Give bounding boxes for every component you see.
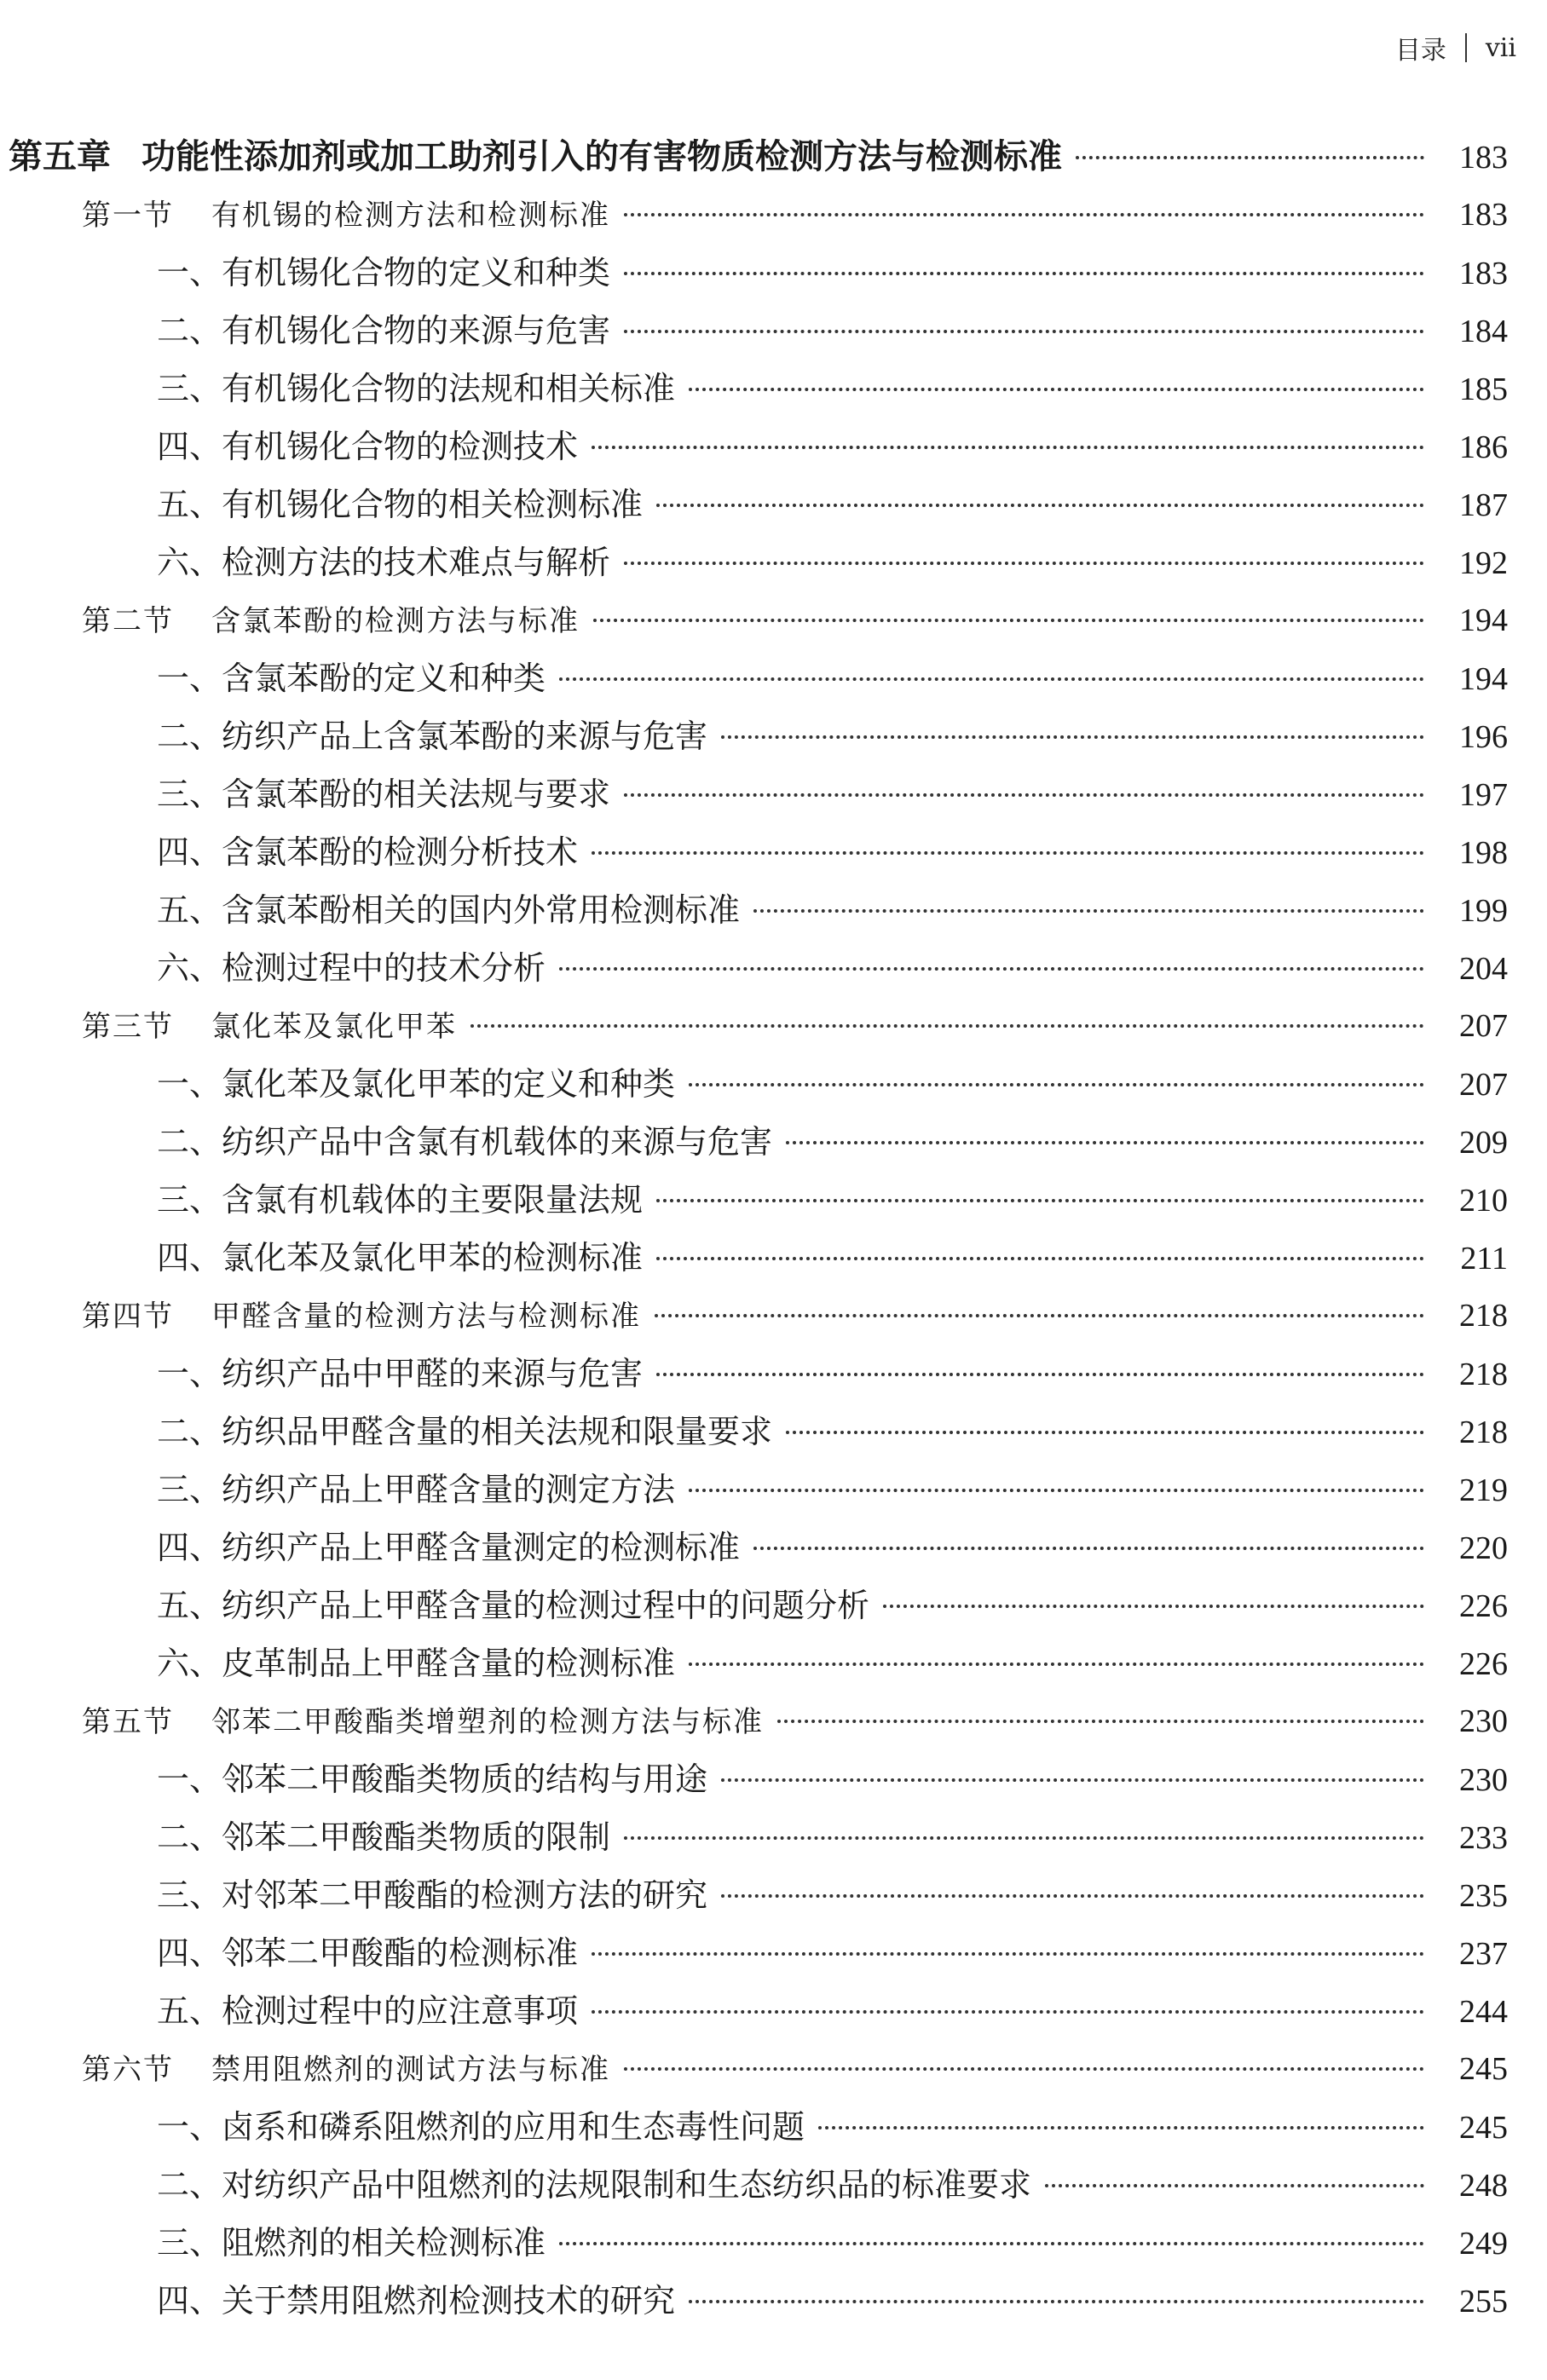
- toc-item-row[interactable]: [0, 2214, 1547, 2272]
- dot-leader: [689, 1663, 1424, 1666]
- toc-entry-title: 四、氯化苯及氯化甲苯的检测标准: [157, 1239, 644, 1276]
- toc-page-number: 194: [1459, 602, 1508, 638]
- toc-page-number: 235: [1459, 1878, 1508, 1914]
- toc-item-row[interactable]: [0, 1866, 1547, 1924]
- toc-entry-title: 氯化苯及氯化甲苯: [211, 1010, 457, 1044]
- dot-leader: [753, 1547, 1424, 1550]
- toc-entry-label: [157, 2098, 805, 2156]
- toc-section-row[interactable]: [0, 2040, 1547, 2098]
- toc-item-row[interactable]: [0, 649, 1547, 707]
- toc-entry-title: 含氯苯酚的检测方法与标准: [211, 604, 580, 638]
- toc-entry-title: 邻苯二甲酸酯类增塑剂的检测方法与标准: [211, 1705, 764, 1739]
- toc-entry-label: [157, 1518, 740, 1576]
- toc-entry-label: [157, 1171, 643, 1229]
- toc-entry-label: [157, 244, 610, 302]
- toc-item-row[interactable]: [0, 2156, 1547, 2214]
- toc-entry-title: 一、氯化苯及氯化甲苯的定义和种类: [157, 1065, 676, 1103]
- toc-page-number: 204: [1459, 951, 1508, 987]
- toc-page-number: 184: [1459, 314, 1508, 349]
- toc-entry-title: 三、对邻苯二甲酸酯的检测方法的研究: [157, 1876, 708, 1914]
- toc-entry-label: [157, 1982, 578, 2040]
- toc-item-row[interactable]: [0, 823, 1547, 881]
- toc-entry-title: 禁用阻燃剂的测试方法与标准: [211, 2053, 610, 2087]
- toc-entry-number: 第五节: [82, 1705, 174, 1739]
- toc-entry-title: 一、卤系和磷系阻燃剂的应用和生态毒性问题: [157, 2108, 805, 2146]
- toc-entry-title: 一、纺织产品中甲醛的来源与危害: [157, 1355, 644, 1392]
- toc-entry-title: 四、邻苯二甲酸酯的检测标准: [157, 1934, 579, 1972]
- toc-page-number: 218: [1459, 1357, 1508, 1392]
- dot-leader: [721, 1894, 1424, 1898]
- dot-leader: [689, 1489, 1424, 1492]
- toc-entry-label: [157, 2272, 675, 2330]
- toc-page-number: 230: [1459, 1703, 1508, 1739]
- toc-entry-title: 二、对纺织产品中阻燃剂的法规限制和生态纺织品的标准要求: [157, 2166, 1032, 2204]
- toc-item-row[interactable]: [0, 1634, 1547, 1692]
- toc-entry-title: 功能性添加剂或加工助剂引入的有害物质检测方法与检测标准: [141, 136, 1062, 176]
- toc-page-number: 196: [1459, 719, 1508, 755]
- toc-entry-label: [157, 1113, 772, 1171]
- toc-entry-label: [82, 187, 610, 245]
- toc-item-row[interactable]: [0, 1113, 1547, 1171]
- toc-entry-title: 二、纺织产品中含氯有机载体的来源与危害: [157, 1123, 773, 1161]
- toc-entry-title: 五、纺织产品上甲醛含量的检测过程中的问题分析: [157, 1587, 870, 1624]
- dot-leader: [883, 1605, 1424, 1608]
- toc-entry-title: 六、检测方法的技术难点与解析: [157, 544, 611, 581]
- dot-leader: [786, 1141, 1424, 1144]
- toc-item-row[interactable]: [0, 1576, 1547, 1634]
- toc-item-row[interactable]: [0, 418, 1547, 475]
- toc-page-number: 199: [1459, 893, 1508, 929]
- toc-entry-title: 三、纺织产品上甲醛含量的测定方法: [157, 1471, 676, 1508]
- dot-leader: [624, 213, 1424, 216]
- running-head-divider: [1465, 33, 1467, 62]
- toc-section-row[interactable]: [0, 591, 1547, 649]
- toc-page-number: 230: [1459, 1762, 1508, 1798]
- toc-entry-label: [157, 649, 545, 707]
- toc-entry-label: [157, 823, 578, 881]
- toc-entry-label: [82, 1288, 641, 1346]
- dot-leader: [624, 272, 1424, 275]
- dot-leader: [593, 619, 1424, 622]
- toc-entry-title: 一、有机锡化合物的定义和种类: [157, 254, 611, 291]
- toc-entry-label: [157, 1808, 610, 1866]
- running-head-page-number: vii: [1485, 32, 1516, 63]
- dot-leader: [1045, 2184, 1424, 2187]
- toc-page-number: 183: [1459, 197, 1508, 233]
- toc-section-row[interactable]: [0, 186, 1547, 244]
- toc-entry-title: 二、有机锡化合物的来源与危害: [157, 312, 611, 349]
- dot-leader: [624, 562, 1424, 565]
- toc-entry-label: [157, 1750, 707, 1808]
- toc-item-row[interactable]: [0, 765, 1547, 823]
- toc-item-row[interactable]: [0, 302, 1547, 360]
- toc-entry-label: [157, 1461, 675, 1518]
- toc-item-row[interactable]: [0, 1808, 1547, 1866]
- dot-leader: [592, 2010, 1424, 2014]
- toc-item-row[interactable]: [0, 533, 1547, 591]
- toc-page-number: 187: [1459, 487, 1508, 523]
- toc-entry-label: [82, 2041, 610, 2099]
- toc-entry-title: 三、有机锡化合物的法规和相关标准: [157, 370, 676, 407]
- dot-leader: [786, 1431, 1424, 1434]
- toc-page-number: 211: [1460, 1241, 1508, 1276]
- toc-entry-title: 六、皮革制品上甲醛含量的检测标准: [157, 1645, 676, 1682]
- toc-item-row[interactable]: [0, 1171, 1547, 1229]
- toc-entry-number: 第一节: [82, 199, 174, 233]
- toc-item-row[interactable]: [0, 1924, 1547, 1982]
- toc-item-row[interactable]: [0, 2098, 1547, 2156]
- toc-item-row[interactable]: [0, 1403, 1547, 1461]
- toc-page-number: 255: [1459, 2284, 1508, 2319]
- toc-section-row[interactable]: [0, 997, 1547, 1055]
- dot-leader: [592, 851, 1424, 855]
- toc-entry-number: 第三节: [82, 1010, 174, 1044]
- table-of-contents: [0, 128, 1547, 2330]
- dot-leader: [655, 1314, 1424, 1317]
- toc-entry-label: [82, 1693, 764, 1751]
- toc-entry-label: [157, 418, 578, 475]
- running-head-section: 目录: [1394, 36, 1446, 66]
- toc-entry-title: 五、有机锡化合物的相关检测标准: [157, 486, 644, 523]
- dot-leader: [656, 1257, 1424, 1260]
- dot-leader: [624, 793, 1424, 797]
- toc-entry-label: [157, 1403, 772, 1461]
- toc-entry-label: [82, 998, 457, 1056]
- toc-entry-label: [157, 1924, 578, 1982]
- toc-page-number: 237: [1459, 1936, 1508, 1972]
- toc-entry-title: 四、纺织产品上甲醛含量测定的检测标准: [157, 1529, 741, 1566]
- running-head: [1395, 29, 1516, 66]
- toc-page-number: 244: [1459, 1994, 1508, 2030]
- toc-entry-title: 三、阻燃剂的相关检测标准: [157, 2224, 546, 2262]
- toc-entry-title: 三、含氯有机载体的主要限量法规: [157, 1181, 644, 1219]
- toc-page-number: 218: [1459, 1415, 1508, 1450]
- toc-entry-title: 一、邻苯二甲酸酯类物质的结构与用途: [157, 1761, 708, 1798]
- dot-leader: [470, 1024, 1424, 1028]
- toc-item-row[interactable]: [0, 360, 1547, 418]
- toc-page-number: 220: [1459, 1530, 1508, 1566]
- toc-entry-label: [157, 2214, 545, 2272]
- toc-page-number: 194: [1459, 661, 1508, 697]
- toc-entry-label: [157, 707, 707, 765]
- toc-page-number: 233: [1459, 1820, 1508, 1856]
- dot-leader: [721, 735, 1424, 739]
- toc-entry-number: 第二节: [82, 604, 174, 638]
- toc-page-number: 207: [1459, 1067, 1508, 1103]
- toc-entry-title: 五、检测过程中的应注意事项: [157, 1992, 579, 2030]
- toc-entry-label: [157, 881, 740, 939]
- toc-item-row[interactable]: [0, 475, 1547, 533]
- toc-page-number: 192: [1459, 545, 1508, 581]
- toc-entry-number: 第六节: [82, 2053, 174, 2087]
- toc-item-row[interactable]: [0, 1345, 1547, 1403]
- toc-item-row[interactable]: [0, 939, 1547, 997]
- dot-leader: [753, 909, 1424, 913]
- toc-entry-title: 四、关于禁用阻燃剂检测技术的研究: [157, 2282, 676, 2319]
- toc-page-number: 186: [1459, 429, 1508, 465]
- toc-entry-label: [9, 128, 1062, 186]
- toc-page-number: 209: [1459, 1125, 1508, 1161]
- dot-leader: [592, 446, 1424, 449]
- toc-entry-number: 第五章: [9, 136, 111, 176]
- toc-item-row[interactable]: [0, 1055, 1547, 1113]
- toc-entry-label: [157, 1055, 675, 1113]
- toc-entry-label: [157, 765, 610, 823]
- toc-entry-title: 甲醛含量的检测方法与检测标准: [211, 1299, 641, 1334]
- dot-leader: [559, 2242, 1424, 2245]
- dot-leader: [656, 1373, 1424, 1376]
- toc-entry-label: [157, 1345, 643, 1403]
- toc-page-number: 197: [1459, 777, 1508, 813]
- toc-entry-label: [157, 1866, 707, 1924]
- toc-item-row[interactable]: [0, 881, 1547, 939]
- toc-entry-label: [157, 360, 675, 418]
- toc-entry-title: 二、纺织品甲醛含量的相关法规和限量要求: [157, 1413, 773, 1450]
- toc-entry-title: 五、含氯苯酚相关的国内外常用检测标准: [157, 891, 741, 929]
- toc-entry-title: 四、含氯苯酚的检测分析技术: [157, 833, 579, 871]
- toc-item-row[interactable]: [0, 1750, 1547, 1808]
- toc-entry-number: 第四节: [82, 1299, 174, 1334]
- toc-section-row[interactable]: [0, 1692, 1547, 1750]
- toc-entry-label: [157, 1229, 643, 1287]
- toc-item-row[interactable]: [0, 1461, 1547, 1518]
- toc-item-row[interactable]: [0, 2272, 1547, 2330]
- toc-entry-title: 二、邻苯二甲酸酯类物质的限制: [157, 1818, 611, 1856]
- toc-page-number: 210: [1459, 1183, 1508, 1219]
- toc-entry-label: [157, 302, 610, 360]
- toc-page-number: 226: [1459, 1646, 1508, 1682]
- toc-page-number: 183: [1459, 256, 1508, 291]
- toc-item-row[interactable]: [0, 244, 1547, 302]
- toc-page-number: 245: [1459, 2110, 1508, 2146]
- dot-leader: [624, 330, 1424, 333]
- toc-chapter-row[interactable]: [0, 128, 1547, 186]
- dot-leader: [592, 1952, 1424, 1956]
- toc-item-row[interactable]: [0, 707, 1547, 765]
- toc-entry-label: [157, 939, 545, 997]
- toc-entry-title: 有机锡的检测方法和检测标准: [211, 199, 610, 233]
- toc-page-number: 226: [1459, 1588, 1508, 1624]
- toc-entry-title: 一、含氯苯酚的定义和种类: [157, 660, 546, 697]
- toc-page-number: 185: [1459, 372, 1508, 407]
- toc-page-number: 198: [1459, 835, 1508, 871]
- dot-leader: [1076, 156, 1424, 159]
- dot-leader: [656, 504, 1424, 507]
- toc-entry-title: 二、纺织产品上含氯苯酚的来源与危害: [157, 717, 708, 755]
- toc-item-row[interactable]: [0, 1229, 1547, 1287]
- dot-leader: [559, 967, 1424, 971]
- toc-entry-label: [157, 2156, 1031, 2214]
- toc-page-number: 245: [1459, 2051, 1508, 2087]
- toc-entry-label: [157, 475, 643, 533]
- dot-leader: [721, 1778, 1424, 1782]
- dot-leader: [624, 2067, 1424, 2071]
- toc-entry-title: 六、检测过程中的技术分析: [157, 949, 546, 987]
- dot-leader: [656, 1199, 1424, 1202]
- toc-page-number: 218: [1459, 1298, 1508, 1334]
- toc-page-number: 248: [1459, 2168, 1508, 2204]
- dot-leader: [624, 1836, 1424, 1840]
- toc-page-number: 249: [1459, 2226, 1508, 2262]
- dot-leader: [818, 2126, 1424, 2129]
- toc-entry-title: 三、含氯苯酚的相关法规与要求: [157, 775, 611, 813]
- toc-section-row[interactable]: [0, 1287, 1547, 1345]
- dot-leader: [689, 1083, 1424, 1086]
- toc-entry-label: [157, 1634, 675, 1692]
- toc-item-row[interactable]: [0, 1982, 1547, 2040]
- dot-leader: [689, 388, 1424, 391]
- dot-leader: [559, 677, 1424, 681]
- toc-item-row[interactable]: [0, 1518, 1547, 1576]
- toc-page-number: 219: [1459, 1472, 1508, 1508]
- dot-leader: [689, 2300, 1424, 2303]
- dot-leader: [777, 1720, 1424, 1723]
- toc-entry-label: [157, 533, 610, 591]
- toc-page-number: 183: [1459, 140, 1508, 176]
- toc-entry-title: 四、有机锡化合物的检测技术: [157, 428, 579, 465]
- toc-entry-label: [82, 592, 580, 650]
- toc-page-number: 207: [1459, 1008, 1508, 1044]
- toc-entry-label: [157, 1576, 869, 1634]
